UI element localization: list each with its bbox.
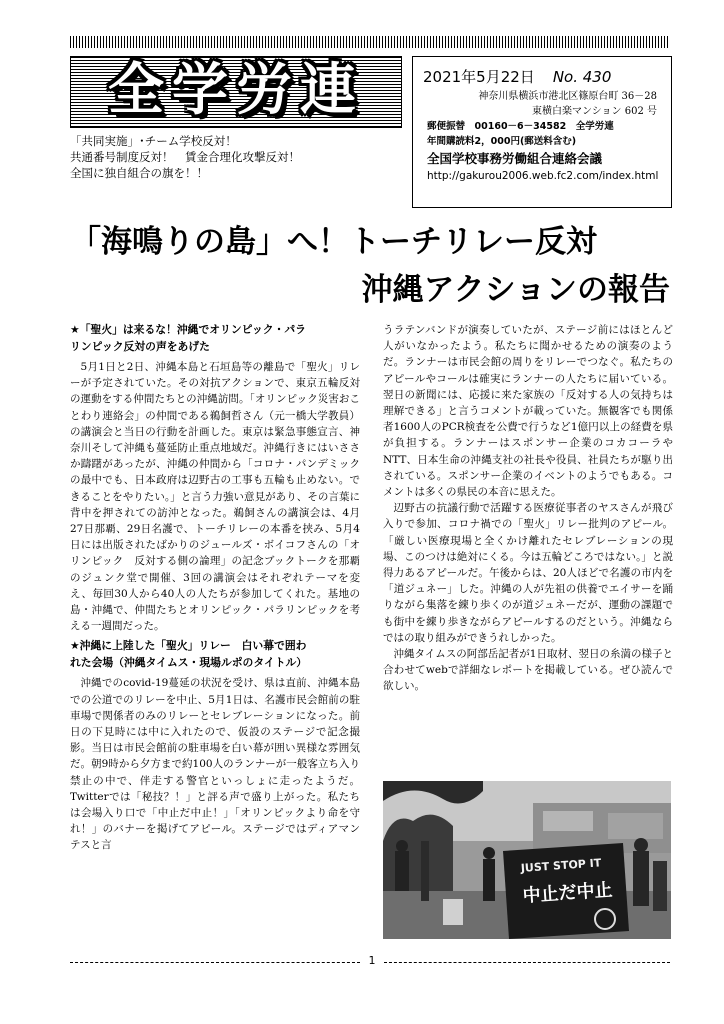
article-column-right — [383, 322, 673, 695]
logo-text: 全学労連 — [108, 58, 364, 123]
subheading-2-line-2: れた会場（沖縄タイムス・現場ルポのタイトル） — [70, 655, 308, 669]
paragraph-1: 5月1日と2日、沖縄本島と石垣島等の離島で「聖火」リレーが予定されていた。その対抗アクションで、東京五輪反対の運動をする仲間たちとの沖縄訪問。「オリンピック災害おことわり連絡会」の仲間である鵜飼哲さん（元一橋大学教員）の講演会と当日の行動を計画した。東京は緊急事態宣言、神奈川そして沖縄も蔓延防止重点地域だ。沖縄行きにはいささか躊躇があったが、沖縄の仲間から「コロナ・パンデミックの最中でも、日本政府は辺野古の工事も五輪も止めない。できることをやりたい。」と言う力強い意見があり、その言葉に背中を押されての訪沖となった。鵜飼さんの講演会は、4月27日那覇、29日名護で、トーチリレーの本番を挟み、5月4日には出版されたばかりのジュールズ・ボイコフさんの「オリンピック 反対する側の論理」の記念ブックトークを那覇のジュンク堂で開催、3回の講演会はそれぞれテーマを変え、毎回30人から40人の人たちが参加してくれた。基地の島・沖縄で、仲間たちとオリンピック・パラリンピックを考える一週間だった。 — [70, 361, 360, 633]
protest-photo — [383, 781, 671, 939]
subscription-fee: 年間購読料2，000円(郵送料含む) — [427, 136, 577, 147]
subheading-1-line-1: ★「聖火」は来るな！沖縄でオリンピック・パラ — [70, 323, 306, 336]
postal-transfer: 郵便振替 00160－6－34582 全学労連 — [427, 121, 614, 132]
banner-main-text: 中止だ中止 — [521, 879, 614, 907]
union-name: 全国学校事務労働組合連絡会議 — [427, 151, 603, 166]
subheading-2 — [70, 638, 360, 671]
masthead-info-box — [412, 56, 672, 208]
address-line-1: 神奈川県横浜市港北区篠原台町 36－28 — [478, 91, 657, 102]
subheading-1 — [70, 322, 360, 355]
address-line-2: 東横白楽マンション 602 号 — [532, 106, 657, 117]
footer-rule-left — [70, 962, 360, 963]
slogan-2: 共通番号制度反対！ 賃金合理化攻撃反対！ — [70, 150, 300, 164]
issue-date: 2021年5月22日 — [423, 68, 535, 86]
headline-line-1: 「海鳴りの島」へ！トーチリレー反対 — [70, 224, 597, 260]
article-column-left — [70, 322, 360, 854]
paragraph-3: うラテンバンドが演奏していたが、ステージ前にはほとんど人がいなかったよう。私たちに聞かせるための演奏のようだ。ランナーは市民会館の周りをリレーでつなぐ。私たちのアピールやコールは確実にランナーの人たちに届いている。翌日の新聞には、応援に来た家族の「反対する人の気持ちは理解できる」と言うコメントが載っていた。無観客でも関係者1600人のPCR検査を公費で行うなど1億円以上の経費を県が負担する。ランナーはスポンサー企業のコカコーラやNTT、日本生命の沖縄支社の社長や役員、社員たちが駆り出されている。スポンサー企業のイベントのようでもある。コメントは多くの県民の本音に思えた。 — [383, 324, 673, 499]
paragraph-2: 沖縄でのcovid-19蔓延の状況を受け、県は直前、沖縄本島での公道でのリレーを中止、5月1日は、名護市民会館前の駐車場で関係者のみのリレーとセレブレーションになった。前日の下見時には中に入れたので、仮設のステージで記念撮影。当日は市民会館前の駐車場を白い幕が囲い異様な雰囲気だ。朝9時から夕方まで約100人のランナーが一般客立ち入り禁止の中で、伴走する警官といっしょに走ったようだ。Twitterでは「秘技？！」と評る声で盛り上がった。私たちは会場入り口で「中止だ中止！」「オリンピックより命を守れ！」のバナーを掲げてアピール。ステージではディアマンテスと言 — [70, 677, 360, 852]
headline — [70, 218, 670, 314]
website-url: http://gakurou2006.web.fc2.com/index.html — [427, 170, 659, 182]
subheading-1-line-2: リンピック反対の声をあげた — [70, 339, 210, 353]
subheading-2-line-1: ★沖縄に上陸した「聖火」リレー 白い幕で囲わ — [70, 639, 307, 653]
slogan-1: 「共同実施」･チーム学校反対！ — [70, 134, 237, 148]
footer-rule-right — [384, 962, 670, 963]
banner-top-text: JUST STOP IT — [520, 856, 602, 875]
slogan-3: 全国に独自組合の旗を！！ — [70, 166, 208, 180]
page-number: 1 — [368, 954, 376, 967]
paragraph-5: 沖縄タイムスの阿部岳記者が1日取材、翌日の糸満の様子と合わせてwebで詳細なレポートを掲載している。ぜひ読んで欲しい。 — [383, 648, 673, 693]
headline-line-2: 沖縄アクションの報告 — [361, 272, 670, 308]
banner — [503, 843, 629, 939]
issue-line — [413, 57, 671, 89]
slogans — [70, 133, 400, 181]
paragraph-4: 辺野古の抗議行動で活躍する医療従事者のヤスさんが飛び入りで参加、コロナ禍での「聖火」リレー批判のアピール。「厳しい医療現場と全くかけ離れたセレブレーションの現場、このつけは絶対にくる。今は五輪どころではない。」と説得力あるアピールだ。午後からは、20人ほどで名護の市内を「道ジュネー」した。沖縄の人が先祖の供養でエイサーを踊りながら集落を練り歩くのが道ジュネーだが、運動の課題でも街中を練り歩きながらアピールするのだという。沖縄ならではの取り組みができうれしかった。 — [383, 502, 673, 644]
issue-number: No. 430 — [552, 68, 612, 86]
masthead-logo — [70, 56, 402, 128]
masthead-barcode-rule — [70, 36, 670, 48]
